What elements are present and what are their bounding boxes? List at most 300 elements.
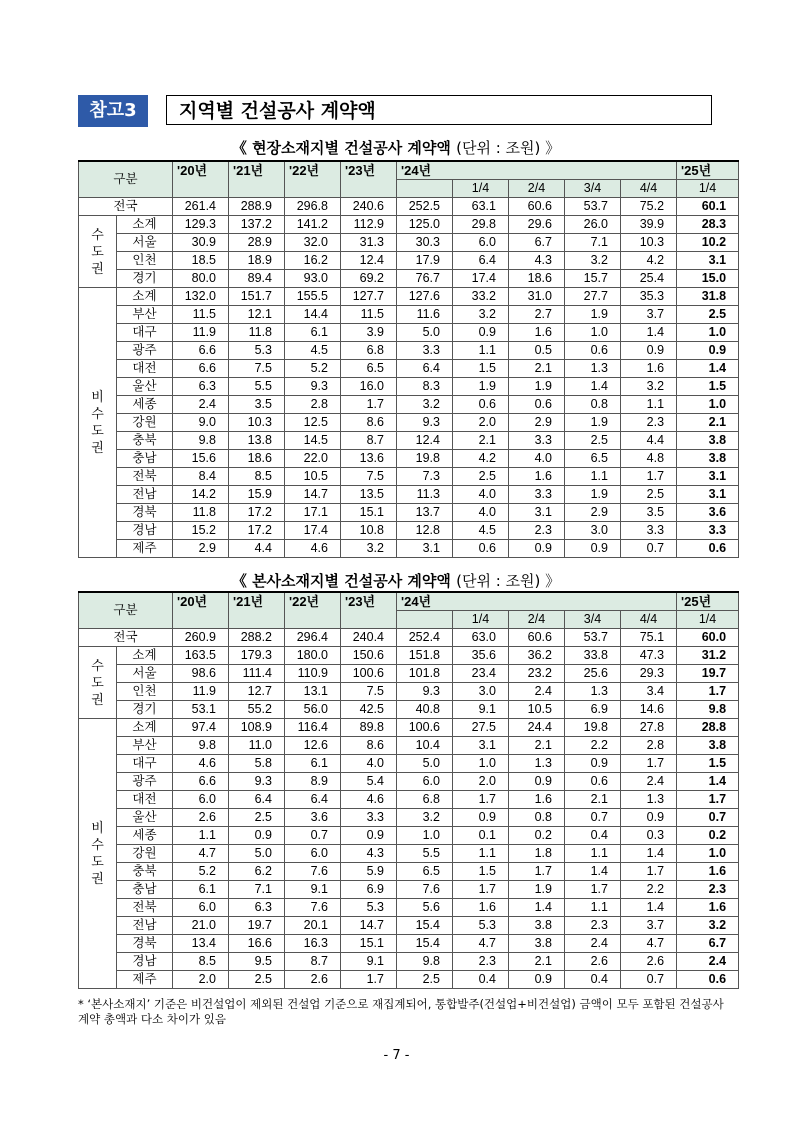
row-label: 강원 (117, 414, 173, 432)
table-cell: 0.9 (509, 540, 565, 558)
table-cell: 3.2 (397, 809, 453, 827)
table-row (79, 486, 739, 504)
table-cell: 4.0 (341, 755, 397, 773)
table-cell: 0.9 (621, 809, 677, 827)
table-cell: 0.9 (509, 971, 565, 989)
table-cell: 17.9 (397, 252, 453, 270)
table-cell: 0.9 (509, 773, 565, 791)
table-cell: 108.9 (229, 719, 285, 737)
table-cell: 5.2 (285, 360, 341, 378)
table-cell: 6.0 (285, 845, 341, 863)
row-label: 전북 (117, 899, 173, 917)
row-label: 부산 (117, 306, 173, 324)
table-cell: 47.3 (621, 647, 677, 665)
table-cell: 9.8 (173, 432, 229, 450)
table-cell: 9.8 (173, 737, 229, 755)
table-row (79, 324, 739, 342)
table-cell: 1.3 (565, 360, 621, 378)
page-number: - 7 - (383, 1048, 410, 1063)
table-cell: 10.8 (341, 522, 397, 540)
table-cell: 0.6 (453, 396, 509, 414)
table-cell: 35.3 (621, 288, 677, 306)
header-year: '22년 (285, 161, 341, 198)
table-cell: 1.9 (565, 414, 621, 432)
table-cell: 141.2 (285, 216, 341, 234)
table-cell: 8.4 (173, 468, 229, 486)
table-cell: 7.5 (341, 468, 397, 486)
table-row (79, 378, 739, 396)
table-cell: 6.9 (341, 881, 397, 899)
table-cell: 30.9 (173, 234, 229, 252)
header-year: '20년 (173, 161, 229, 198)
header-quarter: 3/4 (565, 611, 621, 629)
header-quarter: 4/4 (621, 611, 677, 629)
table-cell: 150.6 (341, 647, 397, 665)
table-row (79, 791, 739, 809)
table-cell: 5.3 (229, 342, 285, 360)
table-cell: 3.5 (229, 396, 285, 414)
table-cell: 17.2 (229, 522, 285, 540)
table-cell: 9.1 (453, 701, 509, 719)
table1-caption-unit: (단위 : 조원) 》 (456, 139, 561, 157)
table-cell: 2.6 (285, 971, 341, 989)
table-cell: 3.3 (509, 486, 565, 504)
table-cell: 5.0 (397, 324, 453, 342)
table2-caption (78, 570, 714, 591)
table-cell: 1.7 (565, 881, 621, 899)
table-cell: 163.5 (173, 647, 229, 665)
table-cell: 3.3 (397, 342, 453, 360)
table-cell: 5.2 (173, 863, 229, 881)
table-row (79, 665, 739, 683)
table-cell: 1.6 (453, 899, 509, 917)
table-cell: 101.8 (397, 665, 453, 683)
table-cell: 0.4 (565, 971, 621, 989)
header-blank (397, 180, 453, 198)
table-cell: 1.7 (341, 971, 397, 989)
row-label: 경기 (117, 701, 173, 719)
table-cell: 1.7 (621, 468, 677, 486)
table-cell: 56.0 (285, 701, 341, 719)
table-cell: 11.3 (397, 486, 453, 504)
table-row (79, 971, 739, 989)
table-cell: 60.6 (509, 629, 565, 647)
table-cell: 63.1 (453, 198, 509, 216)
row-label: 대전 (117, 360, 173, 378)
table-cell: 15.6 (173, 450, 229, 468)
table-cell: 1.4 (565, 378, 621, 396)
table-row (79, 288, 739, 306)
table-cell: 13.1 (285, 683, 341, 701)
table-cell: 4.0 (453, 504, 509, 522)
table-cell: 3.2 (565, 252, 621, 270)
table-cell: 1.4 (677, 360, 739, 378)
group-label-text: 수도권 (91, 226, 104, 276)
table-cell: 98.6 (173, 665, 229, 683)
table-cell: 11.9 (173, 683, 229, 701)
table-cell: 14.4 (285, 306, 341, 324)
table-cell: 1.0 (397, 827, 453, 845)
table-cell: 27.5 (453, 719, 509, 737)
table-cell: 1.5 (453, 360, 509, 378)
table-cell: 6.4 (397, 360, 453, 378)
table1-caption-title: 《 현장소재지별 건설공사 계약액 (231, 139, 451, 157)
table-cell: 0.6 (565, 342, 621, 360)
table-cell: 3.8 (677, 737, 739, 755)
row-label: 제주 (117, 971, 173, 989)
table-site-location (78, 160, 739, 558)
table-cell: 5.8 (229, 755, 285, 773)
table-cell: 13.4 (173, 935, 229, 953)
table-cell: 1.0 (677, 396, 739, 414)
table-cell: 9.3 (285, 378, 341, 396)
table-cell: 3.7 (621, 917, 677, 935)
table-cell: 2.3 (453, 953, 509, 971)
table-cell: 3.1 (677, 486, 739, 504)
table-cell: 6.7 (509, 234, 565, 252)
table-row (79, 540, 739, 558)
row-label: 강원 (117, 845, 173, 863)
row-label: 충남 (117, 450, 173, 468)
table-cell: 28.8 (677, 719, 739, 737)
row-label: 부산 (117, 737, 173, 755)
table-cell: 288.9 (229, 198, 285, 216)
group-label-text: 비수도권 (91, 820, 104, 886)
table-cell: 16.0 (341, 378, 397, 396)
table-cell: 0.9 (565, 755, 621, 773)
row-label: 울산 (117, 809, 173, 827)
table-cell: 7.6 (397, 881, 453, 899)
table-cell: 7.1 (565, 234, 621, 252)
table-cell: 6.5 (565, 450, 621, 468)
table-cell: 6.4 (229, 791, 285, 809)
table2-caption-title: 《 본사소재지별 건설공사 계약액 (231, 572, 451, 590)
table-cell: 4.7 (173, 845, 229, 863)
header-quarter: 1/4 (453, 180, 509, 198)
table-cell: 0.9 (453, 324, 509, 342)
table-cell: 1.6 (509, 324, 565, 342)
table-row (79, 414, 739, 432)
table-row (79, 216, 739, 234)
table-cell: 9.0 (173, 414, 229, 432)
table-cell: 19.8 (565, 719, 621, 737)
table-cell: 6.7 (677, 935, 739, 953)
table-row (79, 737, 739, 755)
table-row (79, 306, 739, 324)
table-cell: 9.8 (677, 701, 739, 719)
table-cell: 132.0 (173, 288, 229, 306)
table-cell: 6.1 (173, 881, 229, 899)
row-label: 전남 (117, 486, 173, 504)
table-cell: 3.6 (677, 504, 739, 522)
table-cell: 1.4 (621, 324, 677, 342)
table-cell: 1.4 (621, 845, 677, 863)
table-cell: 31.8 (677, 288, 739, 306)
header-last-year: '25년 (677, 592, 739, 611)
table-cell: 3.2 (341, 540, 397, 558)
header-year: '21년 (229, 592, 285, 629)
table-cell: 24.4 (509, 719, 565, 737)
table-cell: 18.5 (173, 252, 229, 270)
table-cell: 1.7 (621, 755, 677, 773)
table-cell: 151.8 (397, 647, 453, 665)
table-cell: 5.6 (397, 899, 453, 917)
table-cell: 1.9 (509, 881, 565, 899)
table-cell: 3.7 (621, 306, 677, 324)
table-cell: 2.5 (677, 306, 739, 324)
table-cell: 3.8 (677, 450, 739, 468)
table-cell: 13.8 (229, 432, 285, 450)
header-quarter: 4/4 (621, 180, 677, 198)
table-cell: 17.1 (285, 504, 341, 522)
table-cell: 18.6 (229, 450, 285, 468)
table-cell: 4.6 (173, 755, 229, 773)
table-cell: 15.4 (397, 917, 453, 935)
header-year: '22년 (285, 592, 341, 629)
table-cell: 3.5 (621, 504, 677, 522)
table-cell: 0.6 (509, 396, 565, 414)
table-cell: 9.3 (397, 683, 453, 701)
table-cell: 17.2 (229, 504, 285, 522)
table-cell: 31.0 (509, 288, 565, 306)
table-cell: 1.8 (509, 845, 565, 863)
table-row (79, 755, 739, 773)
table-cell: 1.1 (453, 845, 509, 863)
table-cell: 1.4 (509, 899, 565, 917)
table-cell: 1.7 (453, 881, 509, 899)
header-year: '23년 (341, 161, 397, 198)
header-quarter: 3/4 (565, 180, 621, 198)
table-cell: 8.7 (341, 432, 397, 450)
table-cell: 3.1 (397, 540, 453, 558)
table-row (79, 468, 739, 486)
row-label: 충북 (117, 863, 173, 881)
table-cell: 2.4 (621, 773, 677, 791)
table-cell: 53.1 (173, 701, 229, 719)
table-cell: 9.3 (229, 773, 285, 791)
table-row (79, 863, 739, 881)
table-cell: 0.4 (565, 827, 621, 845)
table-cell: 2.0 (453, 414, 509, 432)
table-cell: 20.1 (285, 917, 341, 935)
table-cell: 3.2 (397, 396, 453, 414)
table-cell: 3.3 (621, 522, 677, 540)
table-cell: 10.5 (509, 701, 565, 719)
table-cell: 288.2 (229, 629, 285, 647)
table-cell: 6.5 (397, 863, 453, 881)
group-label-text: 비수도권 (91, 389, 104, 455)
table-cell: 55.2 (229, 701, 285, 719)
table-cell: 29.3 (621, 665, 677, 683)
table-cell: 3.3 (509, 432, 565, 450)
table-cell: 100.6 (341, 665, 397, 683)
table-cell: 9.3 (397, 414, 453, 432)
table-cell: 6.8 (341, 342, 397, 360)
table-cell: 7.1 (229, 881, 285, 899)
header-last-year: '25년 (677, 161, 739, 180)
table-cell: 1.5 (453, 863, 509, 881)
table-cell: 18.9 (229, 252, 285, 270)
table-cell: 1.3 (509, 755, 565, 773)
table-cell: 9.1 (341, 953, 397, 971)
table-cell: 28.3 (677, 216, 739, 234)
table-cell: 16.3 (285, 935, 341, 953)
table-cell: 0.6 (677, 540, 739, 558)
table-cell: 14.7 (341, 917, 397, 935)
table-cell: 260.9 (173, 629, 229, 647)
table-row (79, 773, 739, 791)
table-cell: 1.1 (565, 899, 621, 917)
table-cell: 1.1 (173, 827, 229, 845)
group-label (79, 216, 117, 288)
group-label-text: 수도권 (91, 657, 104, 707)
table-cell: 127.6 (397, 288, 453, 306)
table-cell: 8.6 (341, 414, 397, 432)
table-row (79, 953, 739, 971)
row-label: 인천 (117, 683, 173, 701)
table-cell: 97.4 (173, 719, 229, 737)
table-cell: 31.3 (341, 234, 397, 252)
row-label: 경북 (117, 935, 173, 953)
row-label: 경기 (117, 270, 173, 288)
table-cell: 5.3 (453, 917, 509, 935)
table-row (79, 845, 739, 863)
table-cell: 2.5 (453, 468, 509, 486)
table-cell: 2.5 (621, 486, 677, 504)
row-label: 전국 (79, 198, 173, 216)
table-cell: 5.9 (341, 863, 397, 881)
table-cell: 7.6 (285, 899, 341, 917)
table-cell: 3.1 (509, 504, 565, 522)
table-cell: 15.0 (677, 270, 739, 288)
table-cell: 125.0 (397, 216, 453, 234)
table-cell: 1.0 (677, 324, 739, 342)
footnote: * ‘본사소재지’ 기준은 비건설업이 제외된 건설업 기준으로 재집계되어, 통합발주(건설업+비건설업) 금액이 모두 포함된 건설공사계약 총액과 다소 차이가 있음 (78, 997, 724, 1026)
table-cell: 2.6 (173, 809, 229, 827)
table-row (79, 647, 739, 665)
table-row-total (79, 198, 739, 216)
table-cell: 3.8 (509, 935, 565, 953)
table-cell: 0.5 (509, 342, 565, 360)
table-cell: 11.8 (229, 324, 285, 342)
header-year: '21년 (229, 161, 285, 198)
table-cell: 6.3 (173, 378, 229, 396)
table-cell: 3.0 (565, 522, 621, 540)
header-blank (397, 611, 453, 629)
table-cell: 14.7 (285, 486, 341, 504)
table-cell: 2.9 (509, 414, 565, 432)
table-cell: 8.9 (285, 773, 341, 791)
table-cell: 12.4 (397, 432, 453, 450)
table-cell: 7.6 (285, 863, 341, 881)
table-cell: 4.6 (285, 540, 341, 558)
table-cell: 7.5 (229, 360, 285, 378)
table-cell: 42.5 (341, 701, 397, 719)
table-cell: 0.3 (621, 827, 677, 845)
table-cell: 15.7 (565, 270, 621, 288)
table-cell: 25.6 (565, 665, 621, 683)
table-cell: 252.5 (397, 198, 453, 216)
table-cell: 0.9 (677, 342, 739, 360)
table-cell: 16.6 (229, 935, 285, 953)
header-year: '20년 (173, 592, 229, 629)
table-row (79, 432, 739, 450)
table-cell: 3.1 (677, 468, 739, 486)
table-cell: 151.7 (229, 288, 285, 306)
table-cell: 1.1 (565, 845, 621, 863)
table-row (79, 252, 739, 270)
table-cell: 80.0 (173, 270, 229, 288)
table-row (79, 270, 739, 288)
table-cell: 129.3 (173, 216, 229, 234)
table-cell: 4.4 (229, 540, 285, 558)
table-cell: 1.4 (677, 773, 739, 791)
table-row (79, 396, 739, 414)
header-last-quarter: 1/4 (677, 180, 739, 198)
table-cell: 16.2 (285, 252, 341, 270)
table-cell: 23.4 (453, 665, 509, 683)
table-cell: 15.2 (173, 522, 229, 540)
table-cell: 5.5 (229, 378, 285, 396)
row-label: 서울 (117, 665, 173, 683)
table-cell: 0.9 (229, 827, 285, 845)
table-cell: 110.9 (285, 665, 341, 683)
table-cell: 5.0 (397, 755, 453, 773)
header-quarter: 2/4 (509, 611, 565, 629)
table-cell: 12.4 (341, 252, 397, 270)
table-cell: 6.0 (453, 234, 509, 252)
table-cell: 2.8 (621, 737, 677, 755)
table-cell: 63.0 (453, 629, 509, 647)
table-cell: 60.6 (509, 198, 565, 216)
table-cell: 8.3 (397, 378, 453, 396)
table-cell: 11.0 (229, 737, 285, 755)
table-cell: 53.7 (565, 629, 621, 647)
row-label: 전남 (117, 917, 173, 935)
table-cell: 2.1 (453, 432, 509, 450)
table-cell: 13.5 (341, 486, 397, 504)
table-cell: 6.6 (173, 360, 229, 378)
table-cell: 6.6 (173, 342, 229, 360)
table2-caption-unit: (단위 : 조원) 》 (456, 572, 561, 590)
header-year: '24년 (397, 592, 677, 611)
table-cell: 3.8 (677, 432, 739, 450)
table-row-total (79, 629, 739, 647)
table-cell: 15.4 (397, 935, 453, 953)
table-cell: 1.3 (621, 791, 677, 809)
table-cell: 2.2 (621, 881, 677, 899)
table-cell: 93.0 (285, 270, 341, 288)
row-label: 소계 (117, 647, 173, 665)
table-cell: 12.6 (285, 737, 341, 755)
row-label: 전북 (117, 468, 173, 486)
table-cell: 15.9 (229, 486, 285, 504)
table-cell: 75.1 (621, 629, 677, 647)
table-cell: 0.1 (453, 827, 509, 845)
section-title: 지역별 건설공사 계약액 (166, 95, 712, 125)
table-cell: 6.0 (173, 899, 229, 917)
table-cell: 0.2 (509, 827, 565, 845)
table-cell: 1.5 (677, 378, 739, 396)
row-label: 서울 (117, 234, 173, 252)
table1-caption (78, 137, 714, 158)
table-cell: 28.9 (229, 234, 285, 252)
header-quarter: 1/4 (453, 611, 509, 629)
table-cell: 3.0 (453, 683, 509, 701)
table-cell: 3.2 (621, 378, 677, 396)
table-cell: 30.3 (397, 234, 453, 252)
table-row (79, 935, 739, 953)
